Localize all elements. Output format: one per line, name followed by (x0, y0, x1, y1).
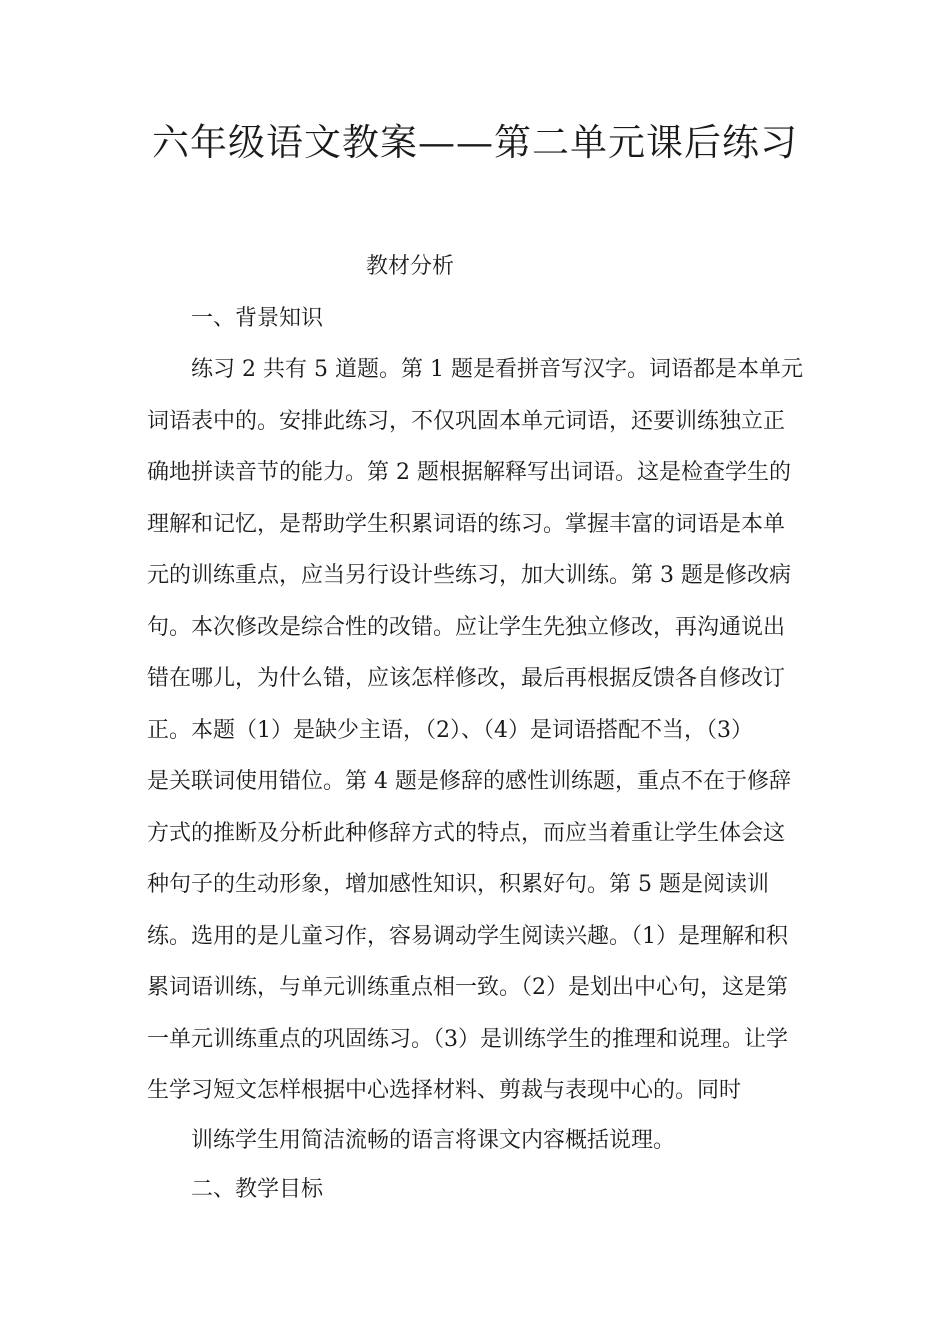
paragraph-summary (191, 1117, 811, 1165)
paragraph-line: 练。选用的是儿童习作，容易调动学生阅读兴趣。（1）是理解和积 (147, 923, 788, 949)
section-heading-background: 一、背景知识 (191, 306, 324, 331)
paragraph-line: 练习 2 共有 5 道题。第 1 题是看拼音写汉字。词语都是本单元 (147, 357, 803, 382)
paragraph-line: 词语表中的。安排此练习，不仅巩固本单元词语，还要训练独立正 (147, 408, 786, 434)
paragraph-line: 训练学生用简洁流畅的语言将课文内容概括说理。 (191, 1128, 676, 1153)
paragraph-line: 理解和记忆，是帮助学生积累词语的练习。掌握丰富的词语是本单 (147, 511, 786, 537)
paragraph-line: 累词语训练，与单元训练重点相一致。（2）是划出中心句，这是第 (147, 975, 788, 1000)
paragraph-line: 种句子的生动形象，增加感性知识，积累好句。第 5 题是阅读训 (147, 872, 769, 897)
paragraph-line: 错在哪儿，为什么错，应该怎样修改，最后再根据反馈各自修改订 (147, 666, 786, 691)
paragraph-background (147, 344, 807, 1117)
paragraph-line: 确地拼读音节的能力。第 2 题根据解释写出词语。这是检查学生的 (147, 460, 791, 485)
subtitle-heading: 教材分析 (366, 254, 455, 279)
paragraph-line: 一单元训练重点的巩固练习。（3）是训练学生的推理和说理。让学 (147, 1026, 788, 1052)
section-heading-goals: 二、教学目标 (191, 1177, 324, 1202)
paragraph-line: 正。本题（1）是缺少主语，（2）、（4）是词语搭配不当，（3） (147, 717, 753, 743)
document-title: 六年级语文教案——第二单元课后练习 (152, 121, 798, 164)
paragraph-line: 方式的推断及分析此种修辞方式的特点，而应当着重让学生体会这 (147, 820, 786, 846)
paragraph-line: 元的训练重点，应当另行设计些练习，加大训练。第 3 题是修改病 (147, 563, 791, 588)
paragraph-line: 是关联词使用错位。第 4 题是修辞的感性训练题，重点不在于修辞 (147, 769, 791, 794)
paragraph-line: 生学习短文怎样根据中心选择材料、剪裁与表现中心的。同时 (147, 1078, 742, 1103)
paragraph-line: 句。本次修改是综合性的改错。应让学生先独立修改，再沟通说出 (147, 614, 786, 640)
